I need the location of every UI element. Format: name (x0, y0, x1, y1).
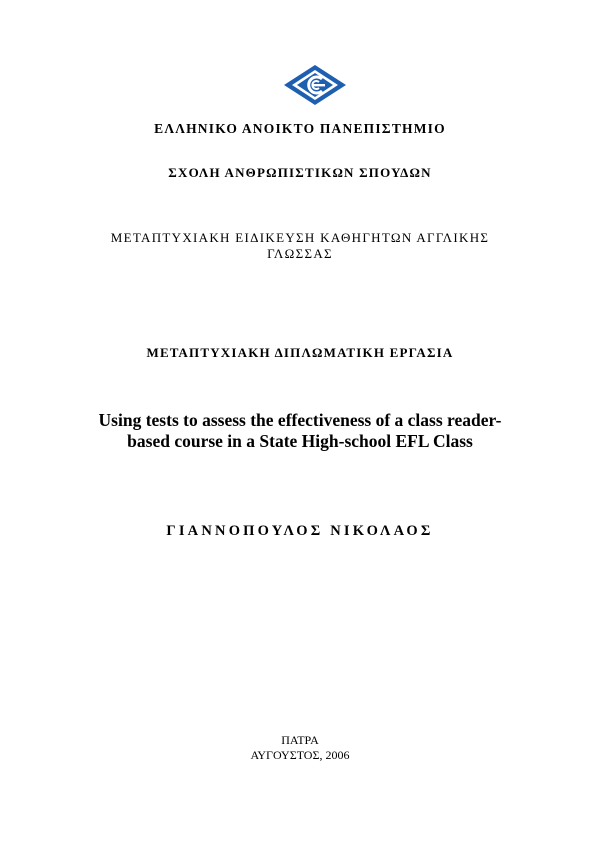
thesis-title-line-2: based course in a State High-school EFL Class (127, 431, 473, 451)
program-name (0, 230, 600, 262)
thesis-type: ΜΕΤΑΠΤΥΧΙΑΚΗ ΔΙΠΛΩΜΑΤΙΚΗ ΕΡΓΑΣΙΑ (146, 345, 454, 360)
program-line-1: ΜΕΤΑΠΤΥΧΙΑΚΗ ΕΙΔΙΚΕΥΣΗ ΚΑΘΗΓΗΤΩΝ ΑΓΓΛΙΚΗΣ (110, 230, 490, 245)
program-line-2: ΓΛΩΣΣΑΣ (267, 246, 333, 261)
school-name: ΣΧΟΛΗ ΑΝΘΡΩΠΙΣΤΙΚΩΝ ΣΠΟΥΔΩΝ (168, 165, 432, 180)
place: ΠΑΤΡΑ (281, 733, 319, 747)
thesis-title-line-1: Using tests to assess the effectiveness of a class reader- (98, 410, 502, 430)
university-logo-icon (283, 64, 347, 106)
author-name: ΓΙΑΝΝΟΠΟΥΛΟΣ ΝΙΚΟΛΑΟΣ (166, 523, 434, 539)
university-name: ΕΛΛΗΝΙΚΟ ΑΝΟΙΚΤΟ ΠΑΝΕΠΙΣΤΗΜΙΟ (154, 121, 446, 136)
date: ΑΥΓΟΥΣΤΟΣ, 2006 (250, 748, 350, 762)
thesis-title (0, 410, 600, 452)
